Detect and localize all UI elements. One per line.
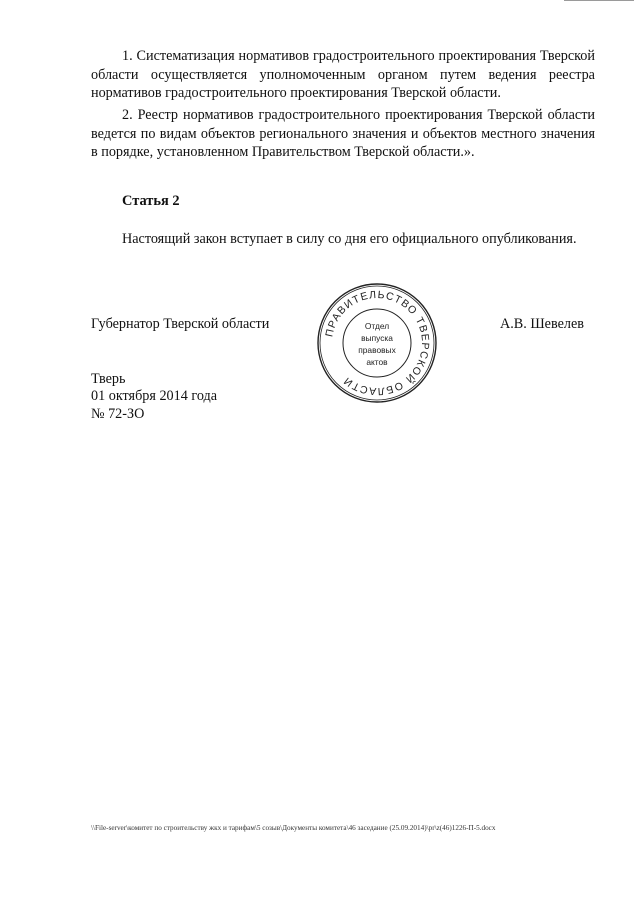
paragraph-item-2: 2. Реестр нормативов градостроительного проектирования Тверской области ведется по видам объектов регионального значения и объектов местного значения в порядке, установленном Правительством Тверской области.». (91, 107, 595, 160)
stamp-line-4: актов (366, 357, 388, 367)
stamp-line-1: Отдел (364, 321, 390, 331)
stamp-ring-text: ПРАВИТЕЛЬСТВО ТВЕРСКОЙ ОБЛАСТИ (323, 288, 432, 398)
signatory-name: А.В. Шевелев (500, 316, 584, 332)
article-paragraph: Настоящий закон вступает в силу со дня его официального опубликования. (122, 231, 577, 247)
page-corner-mark (564, 0, 634, 1)
law-number: № 72-ЗО (91, 406, 145, 422)
signatory-position: Губернатор Тверской области (91, 316, 270, 332)
stamp-line-2: выпуска (361, 333, 393, 343)
file-path-footer: \\File-server\комитет по строительству жкх и тарифам\5 созыв\Документы комитета\46 заседание (25.09.2014)\pr\z(46)1226-П-5.docx (91, 824, 496, 832)
official-stamp (315, 281, 439, 405)
issue-date: 01 октября 2014 года (91, 388, 218, 404)
svg-text:ПРАВИТЕЛЬСТВО ТВЕРСКОЙ ОБЛАСТИ (323, 289, 431, 397)
issue-city: Тверь (91, 371, 126, 387)
article-heading: Статья 2 (122, 193, 180, 209)
paragraph-item-1: 1. Систематизация нормативов градостроительного проектирования Тверской области осуществляется уполномоченным органом путем ведения реестра нормативов градостроительного проектирования Тверской области. (91, 48, 595, 101)
stamp-line-3: правовых (358, 345, 396, 355)
